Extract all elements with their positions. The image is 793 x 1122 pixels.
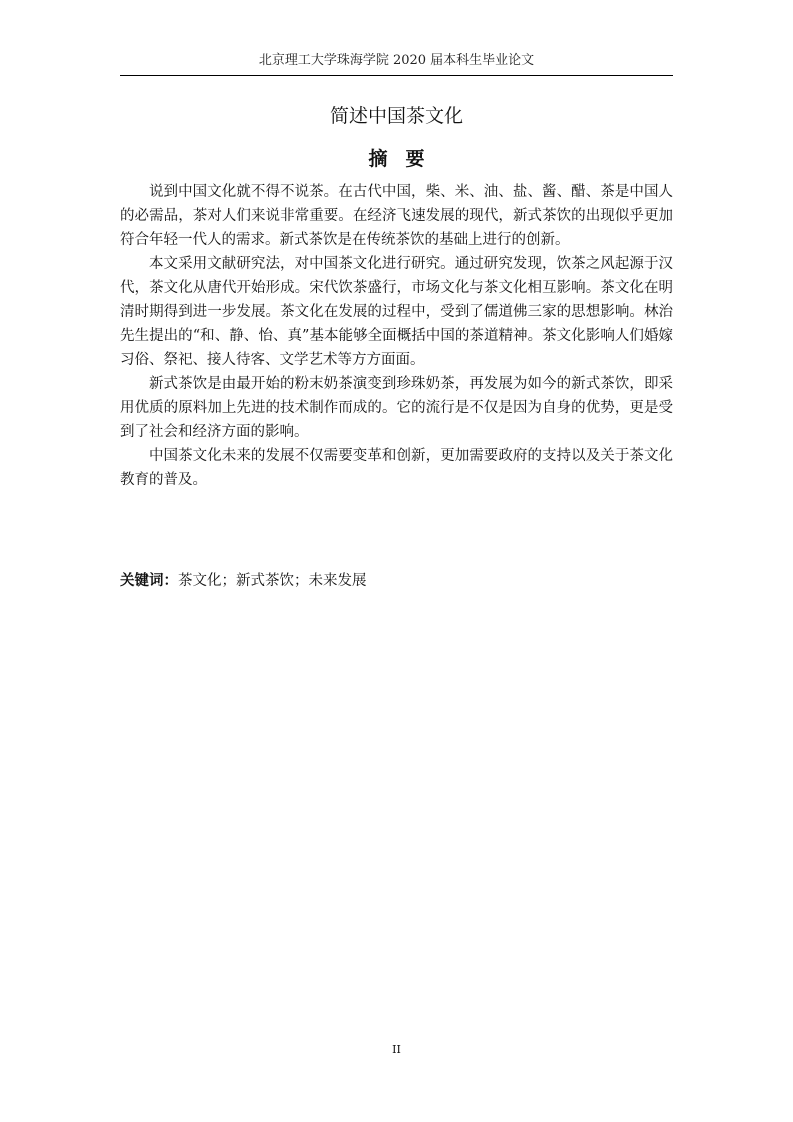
abstract-paragraph: 新式茶饮是由最开始的粉末奶茶演变到珍珠奶茶，再发展为如今的新式茶饮，即采用优质的原料加上先进的技术制作而成的。它的流行是不仅是因为自身的优势，更是受到了社会和经济方面的影响。	[120, 376, 673, 440]
keywords-value: 茶文化；新式茶饮；未来发展	[178, 573, 367, 589]
header-rule	[120, 75, 673, 76]
abstract-heading: 摘要	[368, 148, 443, 170]
abstract-body	[120, 180, 673, 492]
page-title: 简述中国茶文化	[329, 105, 463, 127]
page-number: II	[392, 1043, 401, 1056]
abstract-paragraph: 说到中国文化就不得不说茶。在古代中国，柴、米、油、盐、酱、醋、茶是中国人的必需品，茶对人们来说非常重要。在经济飞速发展的现代，新式茶饮的出现似乎更加符合年轻一代人的需求。新式茶饮是在传统茶饮的基础上进行的创新。	[120, 184, 673, 248]
keywords-label: 关键词：	[120, 573, 178, 589]
abstract-paragraph: 本文采用文献研究法，对中国茶文化进行研究。通过研究发现，饮茶之风起源于汉代，茶文化从唐代开始形成。宋代饮茶盛行，市场文化与茶文化相互影响。茶文化在明清时期得到进一步发展。茶文化在发展的过程中，受到了儒道佛三家的思想影响。林治先生提出的“和、静、怡、真”基本能够全面概括中国的茶道精神。茶文化影响人们婚嫁习俗、祭祀、接人待客、文学艺术等方方面面。	[120, 256, 673, 368]
running-header: 北京理工大学珠海学院 2020 届本科生毕业论文	[258, 53, 535, 68]
keywords-line	[120, 569, 673, 593]
abstract-paragraph: 中国茶文化未来的发展不仅需要变革和创新，更加需要政府的支持以及关于茶文化教育的普及。	[120, 448, 673, 488]
